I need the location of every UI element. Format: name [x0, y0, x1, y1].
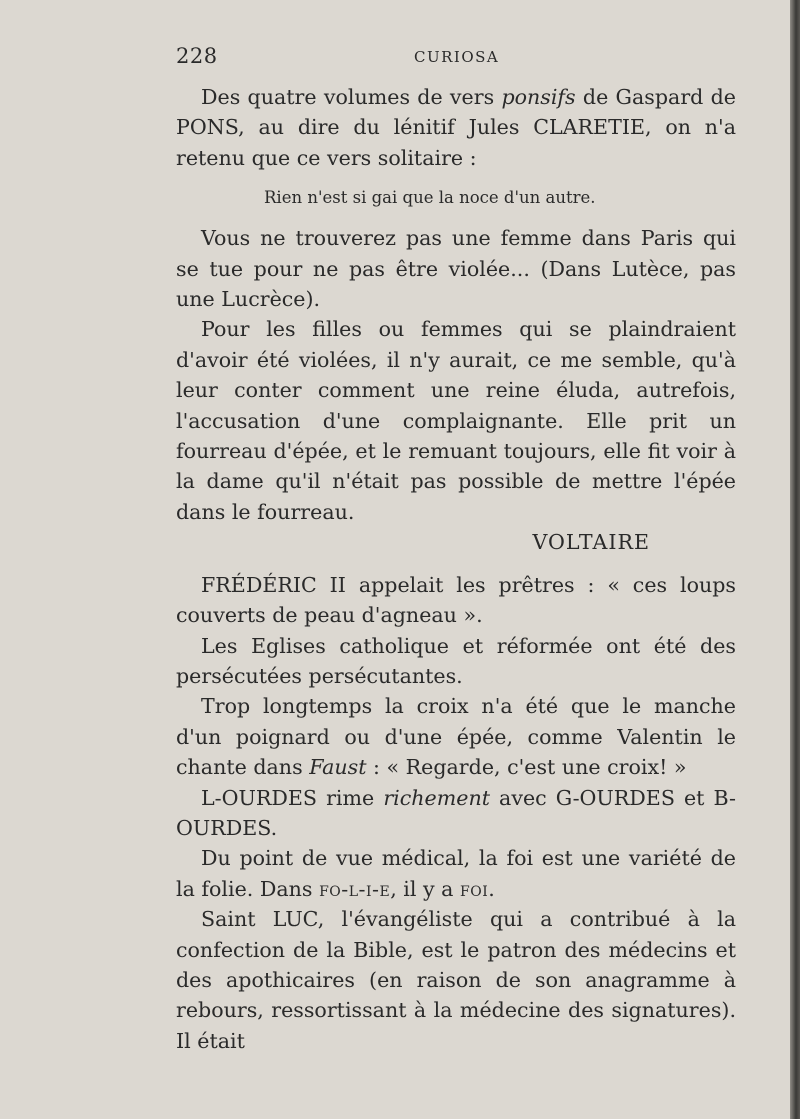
paragraph-saint-luc: Saint LUC, l'évangéliste qui a contribué à la confection de la Bible, est le patron des médecins et des apothicaires (en raison de son anagramme à rebours, ressortissant à la médecine des signatures). Il était [176, 907, 736, 1053]
paragraph-folie-smallcaps-1: fo-l-i-e [319, 876, 391, 901]
paragraph-croix-text-1: Trop longtemps la croix n'a été que le manche d'un poignard ou d'une épée, comme Valentin le chante dans [176, 694, 736, 780]
paragraph-folie-smallcaps-2: foi [460, 876, 489, 901]
quoted-verse: Rien n'est si gai que la noce d'un autre. [264, 188, 596, 208]
paragraph-folie-text-2: , il y a [390, 876, 461, 901]
paragraph-lucrece: Vous ne trouverez pas une femme dans Paris qui se tue pour ne pas être violée... (Dans Lutèce, pas une Lucrèce). [176, 226, 736, 312]
paragraph-lourdes-text-1: L-OURDES rime [201, 785, 384, 810]
body-text [176, 82, 736, 1056]
paragraph-lourdes [176, 783, 736, 844]
paragraph-frederic: FRÉDÉRIC II appelait les prêtres : « ces loups couverts de peau d'agneau ». [176, 572, 736, 628]
paragraph-lourdes-text-2: avec G-OURDES et B-OURDES. [176, 785, 736, 840]
paragraph-lourdes-italic: richement [383, 785, 490, 810]
paragraph-pons-text-1: Des quatre volumes de vers [201, 85, 502, 109]
running-head [176, 44, 736, 70]
paragraph-folie [176, 843, 736, 904]
paragraph-folie-text-1: Du point de vue médical, la foi est une variété de la folie. Dans [176, 846, 736, 901]
paragraph-eglises: Les Eglises catholique et réformée ont été des persécutées persécutantes. [176, 633, 736, 688]
paragraph-fourreau: Pour les filles ou femmes qui se plaindraient d'avoir été violées, il n'y aurait, ce me semble, qu'à leur conter comment une reine éluda, autrefois, l'accusation d'une complaignante. Elle prit un fourreau d'épée, et le remuant toujours, elle fit voir à la dame qu'il n'était pas possible de mettre l'épée dans le fourreau. [176, 317, 736, 524]
page-edge [790, 0, 800, 1119]
running-title: CURIOSA [414, 48, 500, 66]
paragraph-pons-text-2: de Gaspard de PONS, au dire du lénitif Jules CLARETIE, on n'a retenu que ce vers solitaire : [176, 85, 736, 170]
paragraph-croix-italic: Faust [309, 755, 367, 780]
page-number: 228 [176, 44, 218, 68]
paragraph-pons-italic: ponsifs [501, 85, 576, 109]
paragraph-croix [176, 691, 736, 782]
paragraph-folie-text-3: . [488, 876, 495, 901]
paragraph-croix-text-2: : « Regarde, c'est une croix! » [366, 755, 687, 780]
signature-voltaire: VOLTAIRE [532, 530, 650, 555]
paragraph-pons [176, 82, 736, 173]
